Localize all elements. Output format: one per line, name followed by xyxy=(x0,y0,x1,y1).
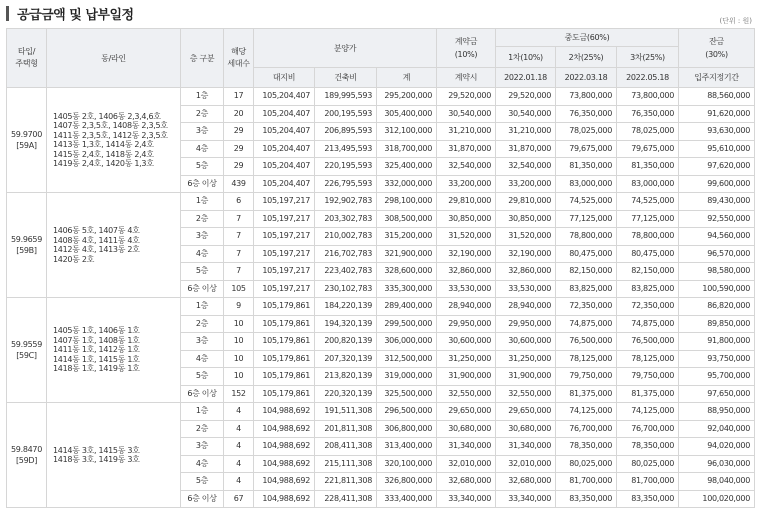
floor-cell: 5층 xyxy=(181,473,224,491)
header-mid3: 3차(25%) xyxy=(617,47,679,68)
contract-cell: 31,520,000 xyxy=(437,228,496,246)
mid3-cell: 74,525,000 xyxy=(617,193,679,211)
land-cost-cell: 104,988,692 xyxy=(254,455,315,473)
header-units: 해당 세대수 xyxy=(224,29,254,88)
header-mid3-date: 2022.05.18 xyxy=(617,68,679,88)
mid2-cell: 77,125,000 xyxy=(556,210,617,228)
building-cost-cell: 220,320,139 xyxy=(315,385,377,403)
table-row xyxy=(7,88,755,106)
balance-cell: 93,630,000 xyxy=(679,123,755,141)
land-cost-cell: 105,197,217 xyxy=(254,193,315,211)
contract-cell: 31,900,000 xyxy=(437,368,496,386)
building-cost-cell: 201,811,308 xyxy=(315,420,377,438)
floor-cell: 1층 xyxy=(181,193,224,211)
units-cell: 7 xyxy=(224,245,254,263)
line-cell: 1405동 2호, 1406동 2,3,4,6호 1407동 2,3,5호, 1408동 2,3,5호 1411동 2,3,5호, 1412동 2,3,5호 1413동 1,3호, 1414동 2,4호 1415동 2,4호, 1418동 2,4호 1419동 2,4호, 1420동 1,3호 xyxy=(47,88,181,193)
contract-cell: 30,850,000 xyxy=(437,210,496,228)
units-cell: 7 xyxy=(224,210,254,228)
mid2-cell: 76,500,000 xyxy=(556,333,617,351)
mid1-cell: 32,680,000 xyxy=(496,473,556,491)
building-cost-cell: 206,895,593 xyxy=(315,123,377,141)
contract-cell: 33,340,000 xyxy=(437,490,496,508)
units-cell: 7 xyxy=(224,263,254,281)
mid3-cell: 79,675,000 xyxy=(617,140,679,158)
land-cost-cell: 105,204,407 xyxy=(254,175,315,193)
total-price-cell: 319,000,000 xyxy=(377,368,437,386)
header-mid2: 2차(25%) xyxy=(556,47,617,68)
floor-cell: 6층 이상 xyxy=(181,385,224,403)
floor-cell: 3층 xyxy=(181,228,224,246)
mid1-cell: 30,850,000 xyxy=(496,210,556,228)
mid1-cell: 32,010,000 xyxy=(496,455,556,473)
units-cell: 29 xyxy=(224,158,254,176)
mid1-cell: 29,520,000 xyxy=(496,88,556,106)
floor-cell: 5층 xyxy=(181,368,224,386)
balance-cell: 91,800,000 xyxy=(679,333,755,351)
contract-cell: 30,680,000 xyxy=(437,420,496,438)
total-price-cell: 313,400,000 xyxy=(377,438,437,456)
total-price-cell: 299,500,000 xyxy=(377,315,437,333)
price-schedule-table xyxy=(6,28,755,508)
mid3-cell: 78,350,000 xyxy=(617,438,679,456)
header-balance-when: 입주지정기간 xyxy=(679,68,755,88)
line-cell: 1406동 5호, 1407동 4호 1408동 4호, 1411동 4호 1412동 4호, 1413동 2호 1420동 2호 xyxy=(47,193,181,298)
mid3-cell: 73,800,000 xyxy=(617,88,679,106)
contract-cell: 29,950,000 xyxy=(437,315,496,333)
mid3-cell: 81,350,000 xyxy=(617,158,679,176)
land-cost-cell: 104,988,692 xyxy=(254,490,315,508)
mid2-cell: 79,675,000 xyxy=(556,140,617,158)
total-price-cell: 296,500,000 xyxy=(377,403,437,421)
mid1-cell: 32,860,000 xyxy=(496,263,556,281)
mid2-cell: 74,875,000 xyxy=(556,315,617,333)
floor-cell: 1층 xyxy=(181,298,224,316)
total-price-cell: 289,400,000 xyxy=(377,298,437,316)
header-floor: 층 구분 xyxy=(181,29,224,88)
mid2-cell: 74,125,000 xyxy=(556,403,617,421)
balance-cell: 92,040,000 xyxy=(679,420,755,438)
balance-cell: 89,850,000 xyxy=(679,315,755,333)
mid1-cell: 33,200,000 xyxy=(496,175,556,193)
balance-cell: 95,610,000 xyxy=(679,140,755,158)
mid2-cell: 74,525,000 xyxy=(556,193,617,211)
mid3-cell: 83,350,000 xyxy=(617,490,679,508)
land-cost-cell: 105,197,217 xyxy=(254,245,315,263)
mid3-cell: 74,875,000 xyxy=(617,315,679,333)
floor-cell: 5층 xyxy=(181,158,224,176)
mid2-cell: 76,700,000 xyxy=(556,420,617,438)
building-cost-cell: 184,220,139 xyxy=(315,298,377,316)
header-balance: 잔금 (30%) xyxy=(679,29,755,68)
mid1-cell: 31,520,000 xyxy=(496,228,556,246)
building-cost-cell: 213,820,139 xyxy=(315,368,377,386)
contract-cell: 29,810,000 xyxy=(437,193,496,211)
building-cost-cell: 200,195,593 xyxy=(315,105,377,123)
units-cell: 29 xyxy=(224,140,254,158)
balance-cell: 97,620,000 xyxy=(679,158,755,176)
building-cost-cell: 192,902,783 xyxy=(315,193,377,211)
units-cell: 105 xyxy=(224,280,254,298)
building-cost-cell: 207,320,139 xyxy=(315,350,377,368)
mid2-cell: 80,475,000 xyxy=(556,245,617,263)
balance-cell: 99,600,000 xyxy=(679,175,755,193)
units-cell: 10 xyxy=(224,315,254,333)
contract-cell: 32,550,000 xyxy=(437,385,496,403)
units-cell: 4 xyxy=(224,438,254,456)
land-cost-cell: 105,179,861 xyxy=(254,298,315,316)
building-cost-cell: 194,320,139 xyxy=(315,315,377,333)
table-body xyxy=(7,88,755,508)
line-cell: 1414동 3호, 1415동 3호 1418동 3호, 1419동 3호 xyxy=(47,403,181,508)
land-cost-cell: 104,988,692 xyxy=(254,438,315,456)
floor-cell: 4층 xyxy=(181,245,224,263)
header-price: 분양가 xyxy=(254,29,437,68)
unit-note: (단위 : 원) xyxy=(719,17,752,25)
type-cell: 59.9700 [59A] xyxy=(7,88,47,193)
mid1-cell: 31,250,000 xyxy=(496,350,556,368)
mid2-cell: 81,375,000 xyxy=(556,385,617,403)
units-cell: 17 xyxy=(224,88,254,106)
land-cost-cell: 105,179,861 xyxy=(254,368,315,386)
mid3-cell: 72,350,000 xyxy=(617,298,679,316)
units-cell: 10 xyxy=(224,350,254,368)
balance-cell: 98,580,000 xyxy=(679,263,755,281)
mid3-cell: 78,800,000 xyxy=(617,228,679,246)
mid1-cell: 33,530,000 xyxy=(496,280,556,298)
contract-cell: 32,540,000 xyxy=(437,158,496,176)
header-line: 동/라인 xyxy=(47,29,181,88)
building-cost-cell: 228,411,308 xyxy=(315,490,377,508)
units-cell: 20 xyxy=(224,105,254,123)
mid1-cell: 30,680,000 xyxy=(496,420,556,438)
total-price-cell: 328,600,000 xyxy=(377,263,437,281)
building-cost-cell: 191,511,308 xyxy=(315,403,377,421)
land-cost-cell: 105,204,407 xyxy=(254,88,315,106)
balance-cell: 96,570,000 xyxy=(679,245,755,263)
mid1-cell: 29,810,000 xyxy=(496,193,556,211)
land-cost-cell: 105,197,217 xyxy=(254,280,315,298)
land-cost-cell: 105,204,407 xyxy=(254,158,315,176)
floor-cell: 2층 xyxy=(181,210,224,228)
mid1-cell: 30,540,000 xyxy=(496,105,556,123)
land-cost-cell: 105,179,861 xyxy=(254,333,315,351)
building-cost-cell: 189,995,593 xyxy=(315,88,377,106)
mid1-cell: 31,340,000 xyxy=(496,438,556,456)
header-building: 건축비 xyxy=(315,68,377,88)
mid1-cell: 30,600,000 xyxy=(496,333,556,351)
building-cost-cell: 208,411,308 xyxy=(315,438,377,456)
floor-cell: 6층 이상 xyxy=(181,490,224,508)
balance-cell: 88,950,000 xyxy=(679,403,755,421)
mid2-cell: 72,350,000 xyxy=(556,298,617,316)
header-mid1-date: 2022.01.18 xyxy=(496,68,556,88)
mid3-cell: 83,825,000 xyxy=(617,280,679,298)
mid3-cell: 74,125,000 xyxy=(617,403,679,421)
mid3-cell: 78,125,000 xyxy=(617,350,679,368)
contract-cell: 33,200,000 xyxy=(437,175,496,193)
mid2-cell: 83,350,000 xyxy=(556,490,617,508)
mid2-cell: 80,025,000 xyxy=(556,455,617,473)
building-cost-cell: 223,402,783 xyxy=(315,263,377,281)
floor-cell: 6층 이상 xyxy=(181,280,224,298)
mid2-cell: 81,350,000 xyxy=(556,158,617,176)
contract-cell: 32,860,000 xyxy=(437,263,496,281)
mid3-cell: 81,700,000 xyxy=(617,473,679,491)
balance-cell: 97,650,000 xyxy=(679,385,755,403)
contract-cell: 31,250,000 xyxy=(437,350,496,368)
floor-cell: 2층 xyxy=(181,315,224,333)
land-cost-cell: 105,179,861 xyxy=(254,315,315,333)
mid2-cell: 79,750,000 xyxy=(556,368,617,386)
contract-cell: 33,530,000 xyxy=(437,280,496,298)
mid1-cell: 33,340,000 xyxy=(496,490,556,508)
floor-cell: 3층 xyxy=(181,123,224,141)
contract-cell: 32,680,000 xyxy=(437,473,496,491)
mid2-cell: 83,000,000 xyxy=(556,175,617,193)
land-cost-cell: 105,197,217 xyxy=(254,210,315,228)
type-cell: 59.9659 [59B] xyxy=(7,193,47,298)
contract-cell: 31,210,000 xyxy=(437,123,496,141)
mid2-cell: 82,150,000 xyxy=(556,263,617,281)
mid1-cell: 32,550,000 xyxy=(496,385,556,403)
mid1-cell: 29,950,000 xyxy=(496,315,556,333)
total-price-cell: 298,100,000 xyxy=(377,193,437,211)
mid2-cell: 76,350,000 xyxy=(556,105,617,123)
land-cost-cell: 105,204,407 xyxy=(254,140,315,158)
units-cell: 67 xyxy=(224,490,254,508)
land-cost-cell: 105,204,407 xyxy=(254,123,315,141)
mid1-cell: 31,210,000 xyxy=(496,123,556,141)
total-price-cell: 315,200,000 xyxy=(377,228,437,246)
units-cell: 4 xyxy=(224,420,254,438)
building-cost-cell: 216,702,783 xyxy=(315,245,377,263)
floor-cell: 3층 xyxy=(181,333,224,351)
section-heading xyxy=(6,4,134,22)
balance-cell: 94,560,000 xyxy=(679,228,755,246)
header-type: 타입/ 주택형 xyxy=(7,29,47,88)
floor-cell: 4층 xyxy=(181,455,224,473)
balance-cell: 100,590,000 xyxy=(679,280,755,298)
total-price-cell: 332,000,000 xyxy=(377,175,437,193)
balance-cell: 86,820,000 xyxy=(679,298,755,316)
floor-cell: 4층 xyxy=(181,350,224,368)
contract-cell: 30,540,000 xyxy=(437,105,496,123)
floor-cell: 3층 xyxy=(181,438,224,456)
mid1-cell: 31,900,000 xyxy=(496,368,556,386)
floor-cell: 5층 xyxy=(181,263,224,281)
balance-cell: 88,560,000 xyxy=(679,88,755,106)
total-price-cell: 320,100,000 xyxy=(377,455,437,473)
total-price-cell: 312,500,000 xyxy=(377,350,437,368)
mid1-cell: 29,650,000 xyxy=(496,403,556,421)
land-cost-cell: 105,179,861 xyxy=(254,385,315,403)
mid2-cell: 78,350,000 xyxy=(556,438,617,456)
land-cost-cell: 105,179,861 xyxy=(254,350,315,368)
building-cost-cell: 200,820,139 xyxy=(315,333,377,351)
mid3-cell: 78,025,000 xyxy=(617,123,679,141)
contract-cell: 32,190,000 xyxy=(437,245,496,263)
mid3-cell: 83,000,000 xyxy=(617,175,679,193)
contract-cell: 31,340,000 xyxy=(437,438,496,456)
units-cell: 10 xyxy=(224,333,254,351)
total-price-cell: 335,300,000 xyxy=(377,280,437,298)
units-cell: 4 xyxy=(224,403,254,421)
header-total: 계 xyxy=(377,68,437,88)
building-cost-cell: 215,111,308 xyxy=(315,455,377,473)
table-row xyxy=(7,193,755,211)
building-cost-cell: 203,302,783 xyxy=(315,210,377,228)
units-cell: 9 xyxy=(224,298,254,316)
header-mid2-date: 2022.03.18 xyxy=(556,68,617,88)
balance-cell: 89,430,000 xyxy=(679,193,755,211)
page-title: 공급금액 및 납부일정 xyxy=(17,7,134,23)
floor-cell: 4층 xyxy=(181,140,224,158)
units-cell: 10 xyxy=(224,368,254,386)
total-price-cell: 325,400,000 xyxy=(377,158,437,176)
contract-cell: 28,940,000 xyxy=(437,298,496,316)
mid2-cell: 78,025,000 xyxy=(556,123,617,141)
building-cost-cell: 210,002,783 xyxy=(315,228,377,246)
mid2-cell: 78,125,000 xyxy=(556,350,617,368)
mid1-cell: 28,940,000 xyxy=(496,298,556,316)
mid2-cell: 78,800,000 xyxy=(556,228,617,246)
units-cell: 4 xyxy=(224,473,254,491)
mid3-cell: 80,475,000 xyxy=(617,245,679,263)
type-cell: 59.9559 [59C] xyxy=(7,298,47,403)
contract-cell: 29,520,000 xyxy=(437,88,496,106)
floor-cell: 2층 xyxy=(181,420,224,438)
building-cost-cell: 230,102,783 xyxy=(315,280,377,298)
total-price-cell: 295,200,000 xyxy=(377,88,437,106)
header-mid: 중도금(60%) xyxy=(496,29,679,47)
mid1-cell: 32,190,000 xyxy=(496,245,556,263)
balance-cell: 95,700,000 xyxy=(679,368,755,386)
heading-bar xyxy=(6,6,9,21)
building-cost-cell: 213,495,593 xyxy=(315,140,377,158)
mid3-cell: 81,375,000 xyxy=(617,385,679,403)
units-cell: 29 xyxy=(224,123,254,141)
units-cell: 152 xyxy=(224,385,254,403)
mid3-cell: 79,750,000 xyxy=(617,368,679,386)
land-cost-cell: 104,988,692 xyxy=(254,420,315,438)
floor-cell: 6층 이상 xyxy=(181,175,224,193)
balance-cell: 92,550,000 xyxy=(679,210,755,228)
mid1-cell: 32,540,000 xyxy=(496,158,556,176)
total-price-cell: 306,800,000 xyxy=(377,420,437,438)
building-cost-cell: 221,811,308 xyxy=(315,473,377,491)
balance-cell: 94,020,000 xyxy=(679,438,755,456)
mid3-cell: 77,125,000 xyxy=(617,210,679,228)
balance-cell: 96,030,000 xyxy=(679,455,755,473)
floor-cell: 1층 xyxy=(181,88,224,106)
header-contract: 계약금 (10%) xyxy=(437,29,496,68)
balance-cell: 91,620,000 xyxy=(679,105,755,123)
balance-cell: 98,040,000 xyxy=(679,473,755,491)
mid3-cell: 80,025,000 xyxy=(617,455,679,473)
line-cell: 1405동 1호, 1406동 1호 1407동 1호, 1408동 1호 1411동 1호, 1412동 1호 1414동 1호, 1415동 1호 1418동 1호, 1419동 1호 xyxy=(47,298,181,403)
land-cost-cell: 105,204,407 xyxy=(254,105,315,123)
total-price-cell: 333,400,000 xyxy=(377,490,437,508)
contract-cell: 31,870,000 xyxy=(437,140,496,158)
mid2-cell: 83,825,000 xyxy=(556,280,617,298)
mid2-cell: 73,800,000 xyxy=(556,88,617,106)
contract-cell: 30,600,000 xyxy=(437,333,496,351)
land-cost-cell: 105,197,217 xyxy=(254,228,315,246)
building-cost-cell: 220,195,593 xyxy=(315,158,377,176)
balance-cell: 100,020,000 xyxy=(679,490,755,508)
land-cost-cell: 104,988,692 xyxy=(254,473,315,491)
mid1-cell: 31,870,000 xyxy=(496,140,556,158)
total-price-cell: 318,700,000 xyxy=(377,140,437,158)
land-cost-cell: 104,988,692 xyxy=(254,403,315,421)
table-row xyxy=(7,298,755,316)
balance-cell: 93,750,000 xyxy=(679,350,755,368)
contract-cell: 29,650,000 xyxy=(437,403,496,421)
units-cell: 4 xyxy=(224,455,254,473)
table-row xyxy=(7,403,755,421)
total-price-cell: 325,500,000 xyxy=(377,385,437,403)
floor-cell: 2층 xyxy=(181,105,224,123)
header-mid1: 1차(10%) xyxy=(496,47,556,68)
floor-cell: 1층 xyxy=(181,403,224,421)
total-price-cell: 326,800,000 xyxy=(377,473,437,491)
land-cost-cell: 105,197,217 xyxy=(254,263,315,281)
total-price-cell: 308,500,000 xyxy=(377,210,437,228)
mid3-cell: 82,150,000 xyxy=(617,263,679,281)
total-price-cell: 306,000,000 xyxy=(377,333,437,351)
units-cell: 6 xyxy=(224,193,254,211)
mid3-cell: 76,350,000 xyxy=(617,105,679,123)
units-cell: 7 xyxy=(224,228,254,246)
building-cost-cell: 226,795,593 xyxy=(315,175,377,193)
header-land: 대지비 xyxy=(254,68,315,88)
total-price-cell: 312,100,000 xyxy=(377,123,437,141)
mid2-cell: 81,700,000 xyxy=(556,473,617,491)
total-price-cell: 305,400,000 xyxy=(377,105,437,123)
contract-cell: 32,010,000 xyxy=(437,455,496,473)
type-cell: 59.8470 [59D] xyxy=(7,403,47,508)
total-price-cell: 321,900,000 xyxy=(377,245,437,263)
header-contract-when: 계약시 xyxy=(437,68,496,88)
mid3-cell: 76,700,000 xyxy=(617,420,679,438)
units-cell: 439 xyxy=(224,175,254,193)
mid3-cell: 76,500,000 xyxy=(617,333,679,351)
